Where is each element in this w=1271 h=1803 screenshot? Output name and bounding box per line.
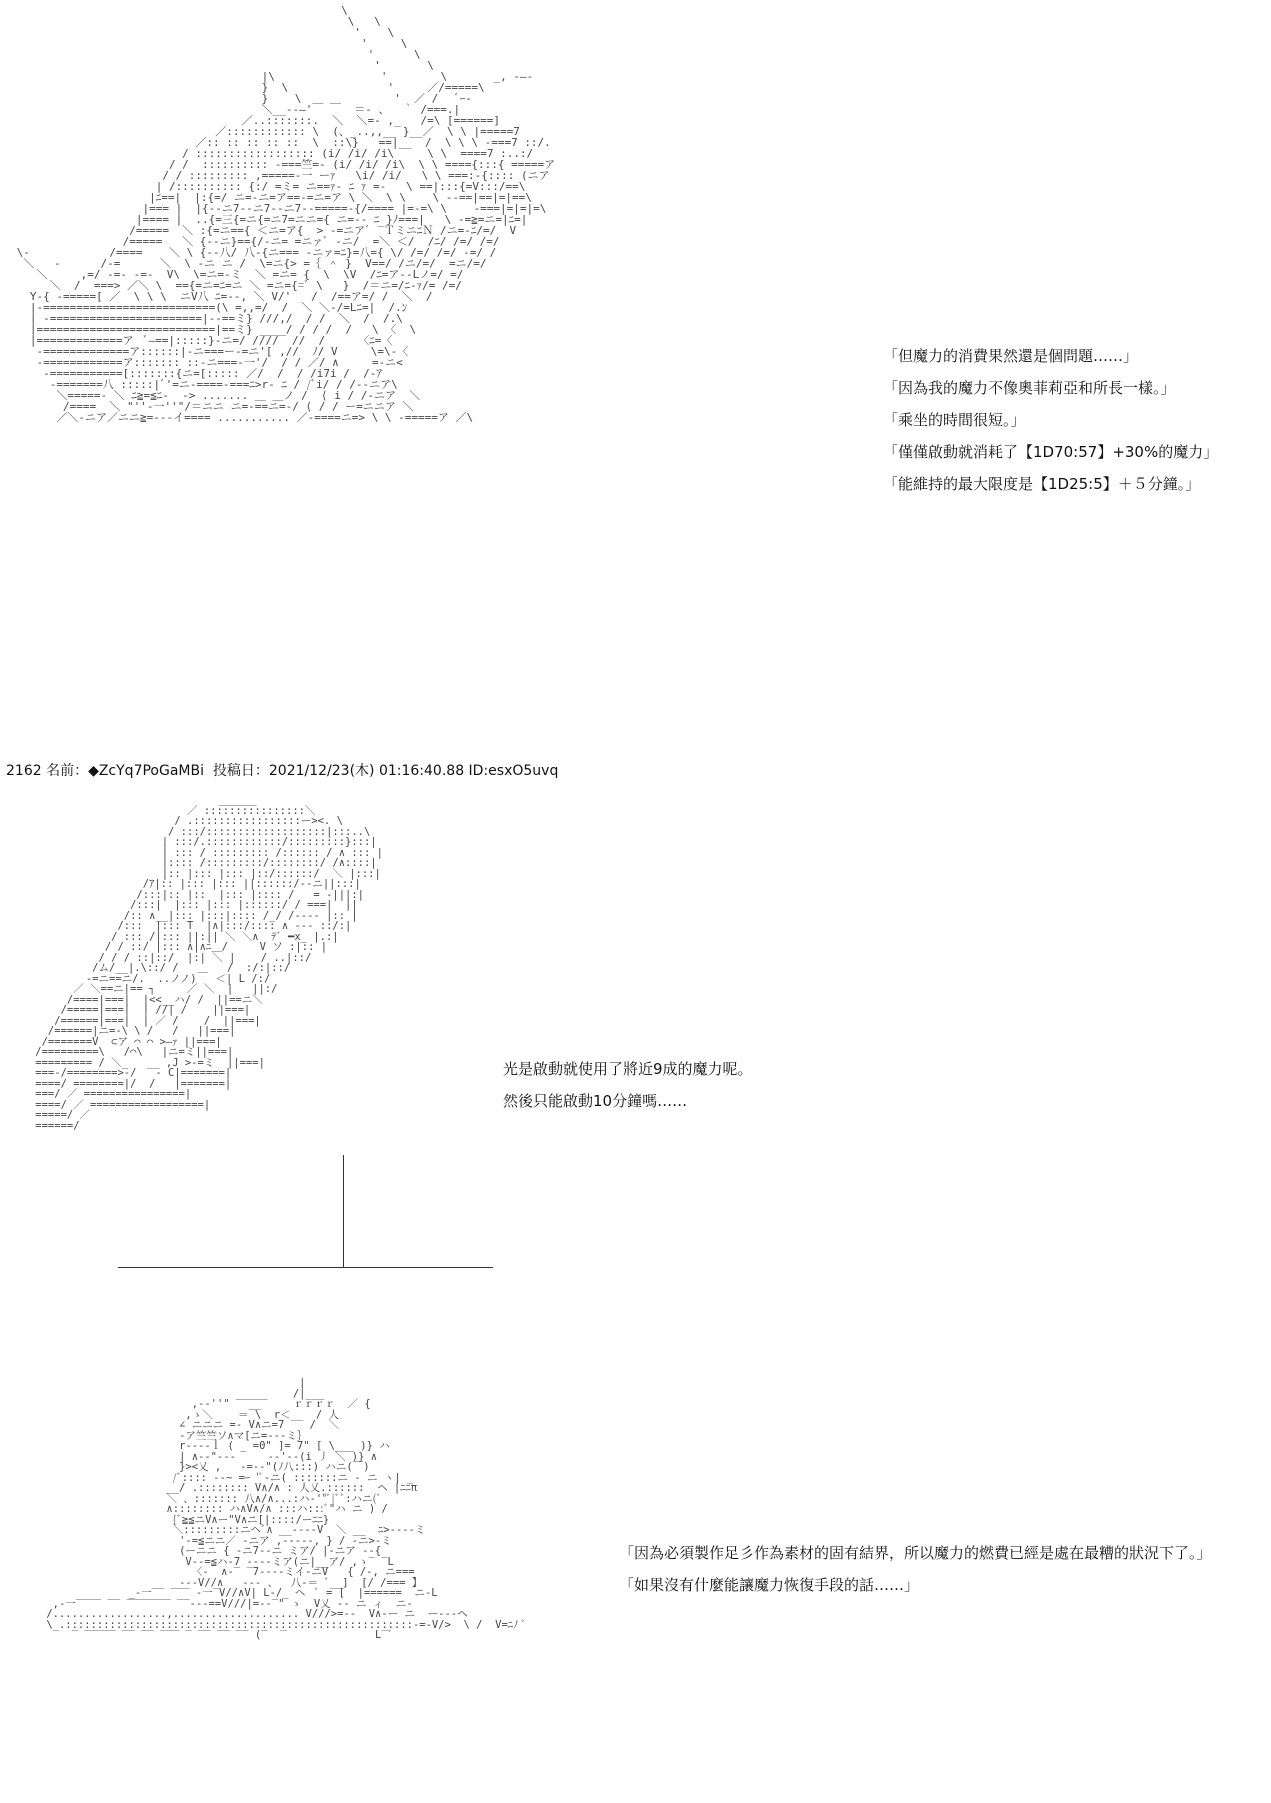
dialogue-line: 「能維持的最大限度是【1D25:5】＋５分鐘。」: [883, 475, 1201, 493]
ascii-art-girl-sitting: ______ ／ ::::::::::::::::＼ / .:::::::::::::::::ー><. \ / :::/:::::::::::::::::::|:::..\ | :::/.::::::::::::/:::::::::}:::| | ::: / ::::::::: /:::::: / ∧ ::: | |:::: /:::::::::/::::::::/ /∧::::| |:: |::: |::: |::/::::::/ ＼ |:::| /ｱ|:: |::: |::: ||::::::/--ニ||:::| /:::|:: |:: |::: |:::: / = -|||:| /:::| |::: |::: |::::::/ / ===| || /:: ∧__|::: |:::|:::: /_/ /---- |:: | /::: |::: T |∧|:::/:::: ∧ --- ::/:| / ::: /|::: ||:|| ＼ ＼∧ ﾃﾞ ━x_ |.:| / / ::/ |::: ∧|∧ﾆ＿/ V ソ :|:: | / / / ::|::/ |:| ＼ | / ..|::/ /ム/__|.\::/ / ＿ / :/:|::/ -=ニ==ニ/. ..ノノ) ＜| L /:/ ／ ＼==ニ|== ┐ ／ ＼ | ||:/ /====|===| |<<__ハ/ / ||==ニ＼ /=====|===| | //| / ||===| /======|===| | ／ / / ||===| /======|ニ=-\ \ / / ||===| /=======V ⊂ア ⌒ ⌒ >―ｧ ||===| /=========\ /⌒\ |ニ=ミ||===| ========= / ＼_ __ ,J >-=ミ ||===| ===-/========>‐/ ‐ C|=======| ====/ ========|/ / |=======| ===/ ／ ================| ====/ ／ ==================| =====/ ／ ======/: [35, 794, 383, 1132]
ascii-art-kneeling-girl: | _____ /|___ ,-‐''" __ ｒｒｒｒ ／ { ,ゝ＼ ＝ \ r＜__ / 人 ∠ ニニニ =- V∧ニ=7 / ＼ -ア竺竺ソ∧マ[ニ=---ミ｝ r----ｌ ( _ =0" ]= 7" [ \___ )} ハ | ∧--"--- --'--(i 丿 ＼ )} ∧ }><乂 , -=-‐"(ﾉ八:::) ハニ(￣) /ﾞ:::: ‐-~ =ｰ 'ﾞ-ニ( :::::::ニ ‐ ニ ヽ| _ __/ .:::::::: V∧/∧ : 人乂.:::::: ヘ |ﾆﾆπ ＼ 、::::::: 八∧/∧...:ハ-'"ﾞ|ﾞﾞ:ハニ(ﾞ ∧:::::::: ハ∧V∧/∧ :::ハ:::ﾞ"ハ ニ ) / {ﾞ≧≦ニV∧ー"V∧ニ[|::::/ーﾆﾆ} ＼:::::::::ニヘﾞ∧ __----V ＼ __ ﾆ>----ミ '-=≦ニニ／ -ニア ,-----, } / -ニ>-ミ (ーニニ { -ニ7--ニ ミア/ |-ニア --{ V--=≦ハ-7 ----ミア(ニ|__ア/ ,ゝ‾ ‾L 〈- ∧-‾ ‾7----ミイ-ニV { /-, ニ=== ---V//∧ --- 、 八-＝ ﾞ__] [/ /=== 】 _-一‾‾ ‾‾‾ -一‾V//∧V| L-/_ ヘ ﾞ = [ |====== ニ-L ,-一‾‾‾‾ ‾‾ ‾‾‾‾‾‾‾ ‾‾---==V///|=--‾" ゝ V乂 -- ニ ィ ニ- /..................,.................... V///>=-- V∧-ー ニ ー---ヘ \_.:::::::::::::::::::::::::::::::::::::::::::::::::::::::-=-V/> \ / V=ﾆﾉ ﾞ ‾ ‾‾‾‾‾ ‾‾ ‾‾ ‾‾‾ ‾ ‾‾ ‾‾ ‾‾ (‾ ‾ L‾ﾞ: [46, 1377, 527, 1641]
panel-3-dialogue: [619, 1537, 1212, 1601]
dialogue-line: 「但魔力的消費果然還是個問題……」: [883, 347, 1139, 365]
dialogue-line: 「因為我的魔力不像奧菲莉亞和所長一樣。」: [883, 379, 1176, 397]
ascii-art-rider-with-horse: \ \ \ ' \ ' \ ' \ ' \ |\ ' \ _, -―- } \ ' ／/=====\ } \ ' ／ / ﾞｰ- ＼__--―'￣ ￣ ＝- 、 ｀ /===.| ／..:::::::. ＼ ＼=- ,_ /=\ [======] ／:::::::::::: \ (、_..,,__ }__／ \ \ |=====7 ／:: :: :: :: :: \ ::\} ==|__ / \ \ \ -===7 ::/. / :::::::::::::::::: (i/ /i/ /i\ \ \ ====7 :..:/ / / :::::::::: -===竺=- (i/ /i/ /i\ \ \ ===={:::{ =====ア / / ::::::::: ,=====-一 ーｧ \i/ /i/ \ \ ===:-{:::: (ニア | /:::::::::: {:/ =ミ= ニ==ｧ- ﾆ ｧ =- \ ==|:::{=V:::/==\ |ﾆ==| |:{=/ ニ=-ニ=ア==-=ニ=ア \ ＼ \ \ \ --==|==|=|==\ |=== | |{--ニ7--ニ7--ニ7--=====-{/==== |=-=\ \ -===|=|=|=\ |==== | ..{=三{=ニ{=ニ7=ニニ={ ニ=-- ﾆ }ﾉ===| \ -=≧=ニ=|ﾆ=| /===== ＼ :{=ニ=={ ＜ニ=ア{ > -=ニアﾞ ‾ＴミニﾆＮ /ニ=-ﾆ/=/ V /===== ＼ {--ニ}=={/-ニ= =ニァﾞ -ニ/ =＼ ＜/ /ﾆ/ /=/ /=/ \- /==== ＼ \ {--八/ 八-{ニ=== -ニァ=ﾆ}=八={ \/ /=/ /=/ -=/ / ＼ - /-= ＼ \ -ニ ニ / \=ニ{> =｛ ＾ } V==/ /ニ/=/ =ニ/=/ ＼ ,=/ -=- -=- V\ \=ニ=-ミ ＼ =ニ= { \ \V /ﾆ=ア--Lノ=/ =/ ＼ / ===> ／＼ \ =={=ニ=ﾆ=ニ ＼ =ニ={=ﾞ \ } /＝ニ=/ﾆ-ｧ/= /=/ Y-{ -=====[ ／ \ \ \ ニV八 ﾆ=--, ＼ V/' / /==ア=/ / ＼ / |-==========================(\ =,,=/ / ＼ ＼-/=Lﾆ=| /.ﾝ | -=======================|--==ミ} ///,/ / / ＼ / /.\ |===========================|==ミ} ____/ / / / / \ 〈 \ |=============ア ﾞ―==|:::::}-ニ=/ //// // / 〈ﾆ=〈 -=============ア::::::|-ニ===ー-=ニ'[ ,// ﾉ/ V \=\-〈 -============ア::::::: ::-ニ===-一'/ / / ／/ ∧ =-ニ< -===========[:::::::{ニ=[::::: ／/ / / /i7i / /-ｱ -=======八 :::::|ﾞ'=ニ-====-===ﾆ>r‐ ﾆ / /ﾞi/ / /--ニア\ ＼=====- ＼ ﾆ≧=≦ﾆ- -> ....... ＿ ＿ノ / ⟨ i / /-ニア ＼ /==== ＼ "''-一''"/＝ニニ ニ=-==ニ=-/ ⟨ / / ー=ニニア ＼ ／＼-ニア／ニニ≧=---イ==== ........... ／-====ニ=> \ \ -=====ア ／\: [16, 4, 556, 424]
dialogue-line: 「乘坐的時間很短。」: [883, 411, 1026, 429]
desk-side-line: [343, 1155, 344, 1267]
panel-1-dialogue: [883, 340, 1218, 500]
dialogue-line: 「如果沒有什麼能讓魔力恢復手段的話……」: [619, 1576, 920, 1594]
panel-2-dialogue: [503, 1053, 753, 1117]
post-header: 2162 名前：◆ZcYq7PoGaMBi ￼ 投稿日：2021/12/23(木) 01:16:40.88 ID:esxO5uvq: [6, 763, 559, 779]
dialogue-line: 「僅僅啟動就消耗了【1D70:57】+30%的魔力」: [883, 443, 1219, 461]
dialogue-line: 然後只能啟動10分鐘嗎……: [503, 1092, 688, 1110]
dialogue-line: 光是啟動就使用了將近9成的魔力呢。: [503, 1060, 753, 1078]
desk-edge-line: [118, 1267, 493, 1268]
dialogue-line: 「因為必須製作足彡作為素材的固有結界，所以魔力的燃費已經是處在最糟的狀況下了。」: [619, 1544, 1212, 1562]
